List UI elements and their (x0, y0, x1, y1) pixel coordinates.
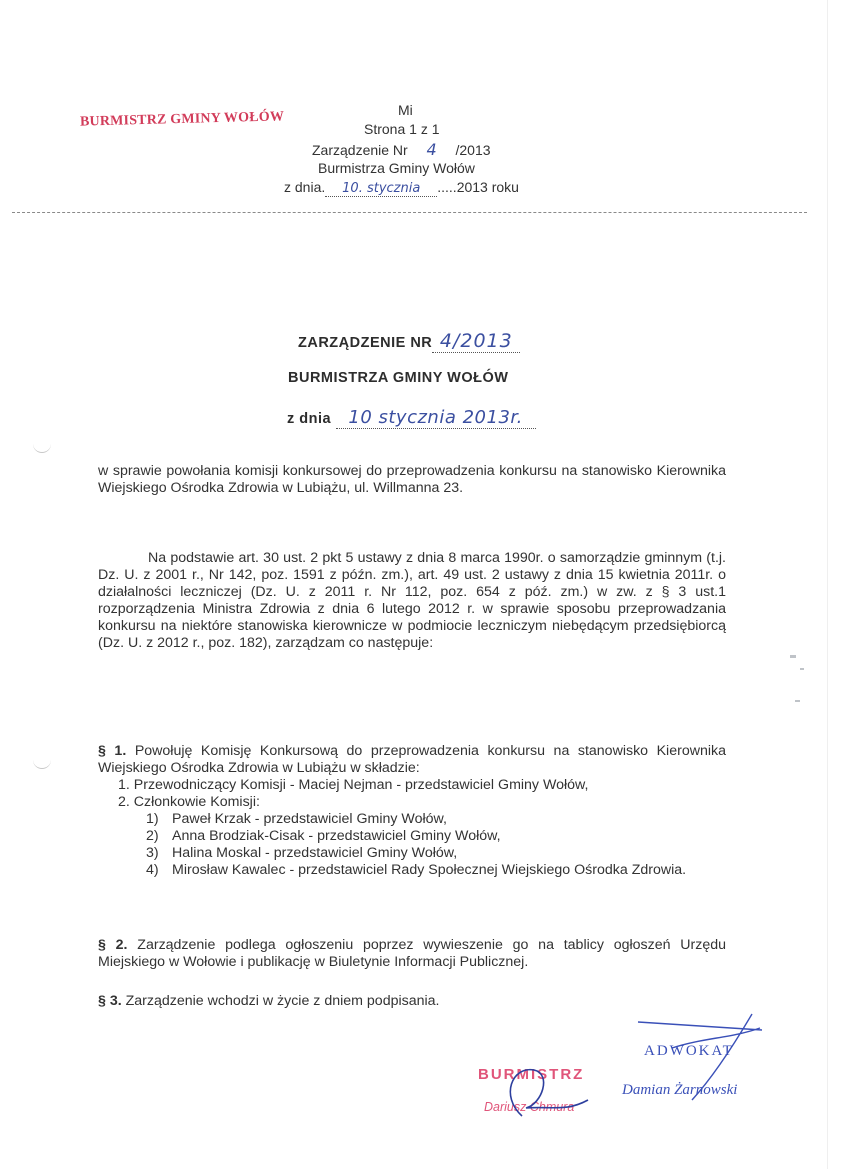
section-2-text: Zarządzenie podlega ogłoszeniu poprzez wywieszenie go na tablicy ogłoszeń Urzędu Miejskiego w Wołowie i publikację w Biuletynie Informacji Publicznej. (98, 937, 727, 970)
member-item: 1) Paweł Krzak - przedstawiciel Gminy Wołów, (146, 811, 447, 827)
title-date: z dnia 10 stycznia 2013r. (287, 407, 536, 429)
title-issuer: BURMISTRZA GMINY WOŁÓW (288, 370, 509, 386)
header-date: z dnia. 10. stycznia .....2013 roku (284, 179, 519, 196)
scan-speck (800, 668, 804, 670)
punch-hole-mark (33, 440, 51, 453)
adwokat-stamp-name: Damian Żarnowski (622, 1082, 738, 1098)
section-2 (98, 937, 726, 971)
subject-paragraph: w sprawie powołania komisji konkursowej do przeprowadzenia konkursu na stanowisko Kierownika Wiejskiego Ośrodka Zdrowia w Lubiążu, ul. Willmanna 23. (98, 463, 726, 496)
burmistrz-stamp-name: Dariusz Chmura (484, 1100, 575, 1114)
burmistrz-stamp-title: BURMISTRZ (478, 1066, 585, 1083)
member-item: 4) Mirosław Kawalec - przedstawiciel Rady Społecznej Wiejskiego Ośrodka Zdrowia. (146, 862, 687, 878)
title-order-number: ZARZĄDZENIE NR 4/2013 (298, 330, 520, 353)
scan-edge (827, 0, 828, 1169)
header-mark: Mi (398, 102, 413, 118)
member-item: 2) Anna Brodziak-Cisak - przedstawiciel Gminy Wołów, (146, 828, 501, 844)
scan-speck (795, 700, 800, 702)
handwritten-header-date: 10. stycznia (325, 181, 437, 197)
punch-hole-mark (33, 756, 51, 769)
chairman-item: 1. Przewodniczący Komisji - Maciej Nejman - przedstawiciel Gminy Wołów, (118, 777, 589, 793)
member-item: 3) Halina Moskal - przedstawiciel Gminy Wołów, (146, 845, 458, 861)
preamble-paragraph: Na podstawie art. 30 ust. 2 pkt 5 ustawy z dnia 8 marca 1990r. o samorządzie gminnym (t.j. Dz. U. z 2001 r., Nr 142, poz. 1591 z późn. zm.), art. 49 ust. 2 ustawy z dnia 15 kwietnia 2011r. o działalności leczniczej (Dz. U. z 2011 r. Nr 112, poz. 654 z póź. zm.) w zw. z § 3 ust.1 rozporządzenia Ministra Zdrowia z dnia 6 lutego 2012 r. w sprawie sposobu przeprowadzania konkursu na niektóre stanowiska kierownicze w podmiocie leczniczym niebędącym przedsiębiorcą (Dz. U. z 2012 r., poz. 182), zarządzam co następuje: (98, 550, 726, 651)
burmistrz-signature (492, 1056, 602, 1128)
header-page-number: Strona 1 z 1 (364, 121, 440, 137)
handwritten-title-date: 10 stycznia 2013r. (336, 407, 536, 429)
section-3-text: Zarządzenie wchodzi w życie z dniem podpisania. (125, 993, 440, 1009)
section-1 (98, 743, 726, 879)
header-issuer: Burmistrza Gminy Wołów (318, 160, 475, 176)
section-3-label: § 3. (98, 993, 122, 1009)
handwritten-title-number: 4/2013 (432, 330, 520, 353)
section-1-label: § 1. (98, 743, 127, 759)
section-1-text: Powołuję Komisję Konkursową do przeprowadzenia konkursu na stanowisko Kierownika Wiejskiego Ośrodka Zdrowia w Lubiążu w składzie: (98, 743, 726, 776)
section-2-label: § 2. (98, 937, 128, 953)
header-order-number: Zarządzenie Nr 4 /2013 (312, 140, 491, 159)
header-divider (12, 212, 807, 213)
handwritten-order-number: 4 (426, 140, 437, 159)
burmistrz-header-stamp: BURMISTRZ GMINY WOŁÓW (79, 109, 285, 130)
members-heading: 2. Członkowie Komisji: (118, 794, 260, 810)
scan-speck (790, 655, 796, 658)
adwokat-stamp-title: ADWOKAT (644, 1043, 734, 1059)
